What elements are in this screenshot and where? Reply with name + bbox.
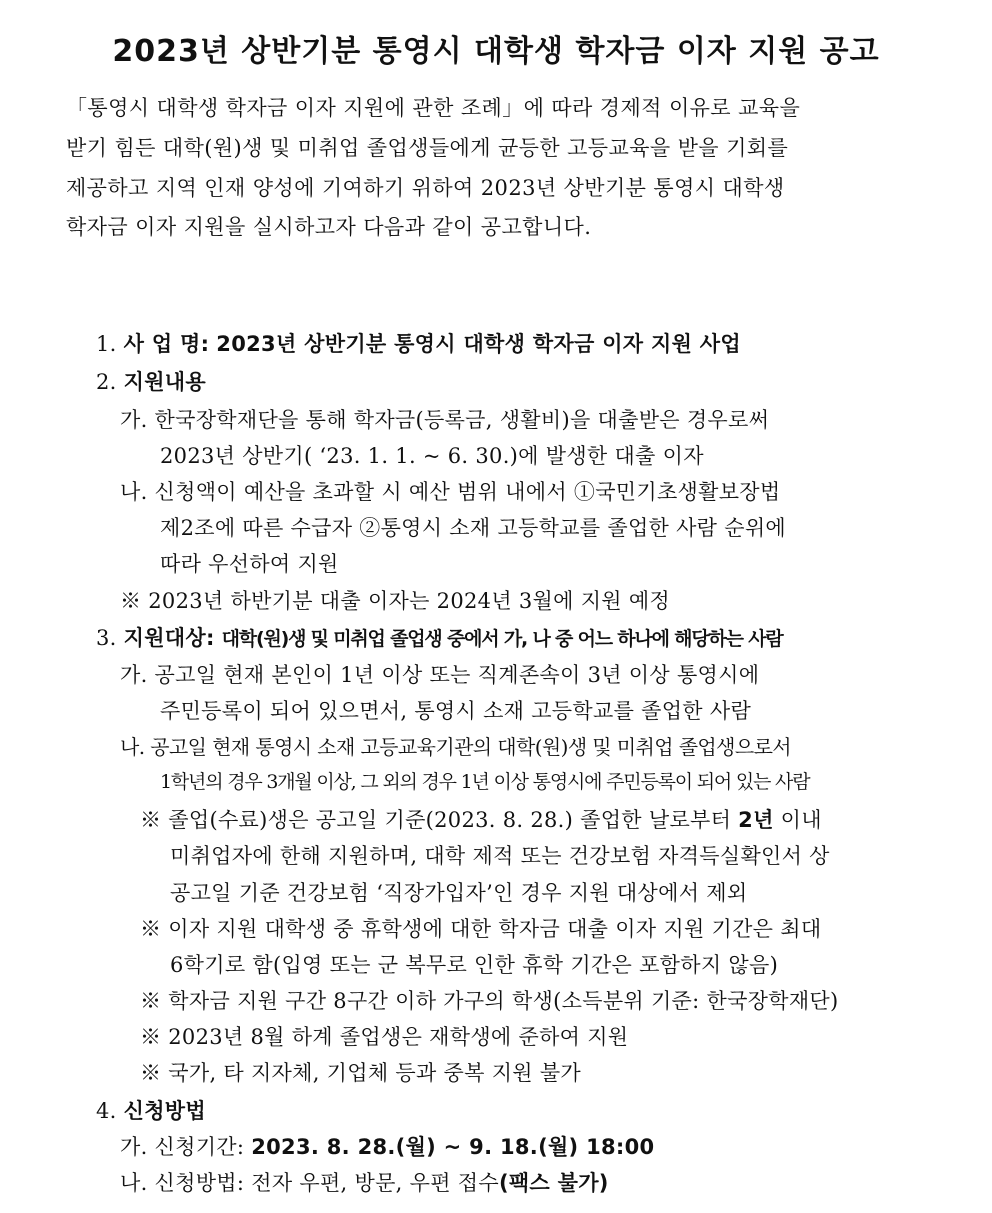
section-2-item-b-line-2: 제2조에 따른 수급자 ②통영시 소재 고등학교를 졸업한 사람 순위에 (160, 516, 786, 540)
section-4-number: 4. (96, 1099, 117, 1123)
page-title: 2023년 상반기분 통영시 대학생 학자금 이자 지원 공고 (112, 34, 880, 69)
section-4-item-a (120, 1131, 654, 1161)
section-2-heading (96, 366, 206, 396)
note-1-text-end: 이내 (773, 808, 822, 832)
note-1-emphasis: 2년 (738, 808, 774, 832)
section-1-value: 2023년 상반기분 통영시 대학생 학자금 이자 지원 사업 (216, 332, 741, 356)
section-3-item-b-line-2: 1학년의 경우 3개월 이상, 그 외의 경우 1년 이상 통영시에 주민등록이 되어 있는 사람 (160, 771, 810, 793)
section-3-item-a-line-2: 주민등록이 되어 있으면서, 통영시 소재 고등학교를 졸업한 사람 (160, 699, 752, 723)
section-2-label: 지원내용 (123, 370, 206, 394)
section-3-note-2-line-2: 6학기로 함(입영 또는 군 복무로 인한 휴학 기간은 포함하지 않음) (170, 953, 779, 977)
section-2-item-b-line-1: 나. 신청액이 예산을 초과할 시 예산 범위 내에서 ①국민기초생활보장법 (120, 480, 781, 504)
application-method-note: (팩스 불가) (498, 1171, 609, 1195)
application-period-value: 2023. 8. 28.(월) ~ 9. 18.(월) 18:00 (251, 1135, 655, 1159)
intro-line-3: 제공하고 지역 인재 양성에 기여하기 위하여 2023년 상반기분 통영시 대학생 (66, 176, 785, 200)
application-period-label: 가. 신청기간: (120, 1135, 252, 1159)
section-3-note-1-line-3: 공고일 기준 건강보험 ‘직장가입자’인 경우 지원 대상에서 제외 (170, 881, 748, 905)
section-3-note-1-line-1 (140, 804, 822, 834)
section-4-label: 신청방법 (123, 1099, 206, 1123)
intro-line-4: 학자금 이자 지원을 실시하고자 다음과 같이 공고합니다. (66, 215, 592, 239)
section-2-item-a-line-2: 2023년 상반기( ‘23. 1. 1. ~ 6. 30.)에 발생한 대출 이자 (160, 444, 704, 468)
section-4-item-b (120, 1167, 609, 1197)
section-3-item-b-line-1: 나. 공고일 현재 통영시 소재 고등교육기관의 대학(원)생 및 미취업 졸업생으로서 (120, 735, 792, 759)
section-3-label: 지원대상: (123, 626, 215, 650)
intro-line-2: 받기 힘든 대학(원)생 및 미취업 졸업생들에게 균등한 고등교육을 받을 기회를 (66, 136, 789, 160)
section-1-label: 사 업 명: (123, 332, 210, 356)
section-3-heading (96, 622, 783, 652)
section-2-item-b-line-3: 따라 우선하여 지원 (160, 552, 339, 576)
section-1-number: 1. (96, 332, 117, 356)
section-3-note-4: ※ 2023년 8월 하계 졸업생은 재학생에 준하여 지원 (140, 1025, 629, 1049)
section-3-value: 대학(원)생 및 미취업 졸업생 중에서 가, 나 중 어느 하나에 해당하는 사람 (221, 628, 783, 650)
section-2-note: ※ 2023년 하반기분 대출 이자는 2024년 3월에 지원 예정 (120, 589, 671, 613)
section-1 (96, 328, 741, 358)
section-3-item-a-line-1: 가. 공고일 현재 본인이 1년 이상 또는 직계존속이 3년 이상 통영시에 (120, 663, 760, 687)
section-2-item-a-line-1: 가. 한국장학재단을 통해 학자금(등록금, 생활비)을 대출받은 경우로써 (120, 408, 770, 432)
section-2-number: 2. (96, 370, 117, 394)
section-3-note-5: ※ 국가, 타 지자체, 기업체 등과 중복 지원 불가 (140, 1061, 582, 1085)
note-1-text: ※ 졸업(수료)생은 공고일 기준(2023. 8. 28.) 졸업한 날로부터 (140, 808, 739, 832)
intro-line-1: 「통영시 대학생 학자금 이자 지원에 관한 조례」에 따라 경제적 이유로 교육을 (66, 96, 801, 120)
section-3-note-1-line-2: 미취업자에 한해 지원하며, 대학 제적 또는 건강보험 자격득실확인서 상 (170, 844, 830, 868)
section-4-heading (96, 1095, 206, 1125)
section-3-note-2-line-1: ※ 이자 지원 대학생 중 휴학생에 대한 학자금 대출 이자 지원 기간은 최대 (140, 917, 822, 941)
section-3-number: 3. (96, 626, 117, 650)
application-method-text: 나. 신청방법: 전자 우편, 방문, 우편 접수 (120, 1171, 499, 1195)
section-3-note-3: ※ 학자금 지원 구간 8구간 이하 가구의 학생(소득분위 기준: 한국장학재단) (140, 989, 839, 1013)
